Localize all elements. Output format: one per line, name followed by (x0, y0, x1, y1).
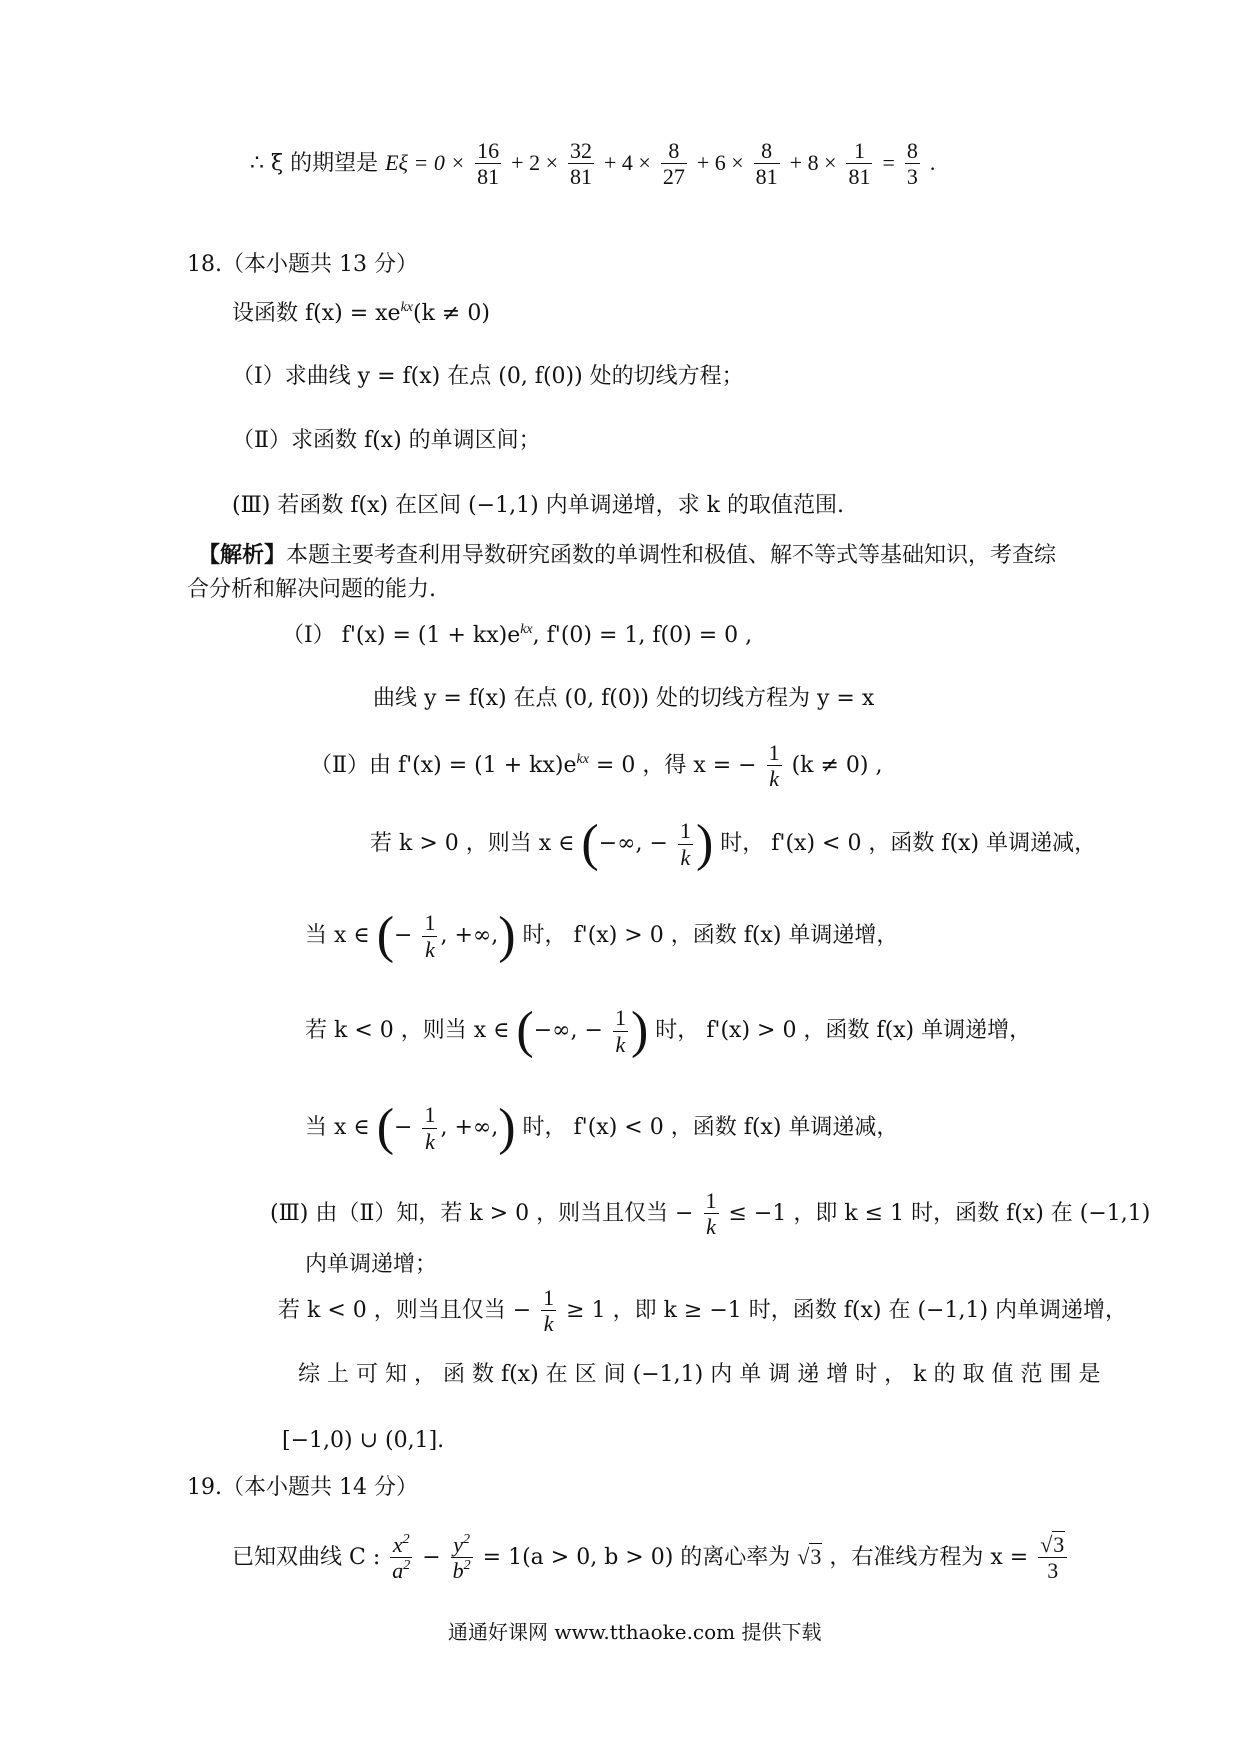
fraction: $\frac{√3}{3}$ (1038, 1532, 1067, 1584)
fraction: $\frac{1}{k}$ (424, 910, 436, 962)
page-footer: 通通好课网 www.tthaoke.com 提供下载 (448, 1620, 822, 1644)
expectation-prefix: ∴ ξ 的期望是 (250, 150, 379, 176)
q18-part-1: （Ⅰ）求曲线 y = f(x) 在点 (0, f(0)) 处的切线方程； (232, 364, 744, 389)
case-k-positive-right: 当 x ∈ (− $\frac{1}{k}$ , +∞,) 时， f'(x) > 0 ，函数 f(x) 单调递增， (305, 907, 899, 964)
sqrt-expression: √3 (797, 1543, 822, 1569)
analysis-intro-line-2: 合分析和解决问题的能力. (187, 577, 436, 602)
conclusion-range: [−1,0) ∪ (0,1]. (282, 1428, 445, 1453)
fraction: $\frac{1}{k}$ (543, 1285, 555, 1337)
fraction: $\frac{32}{81}$ (570, 138, 592, 190)
q18-part-2: （Ⅱ）求函数 f(x) 的单调区间； (232, 428, 541, 453)
fraction: $\frac{1}{k}$ (768, 740, 780, 792)
expectation-line: ∴ ξ 的期望是 Eξ = 0 × $\frac{16}{81}$ + 2 × $\frac{32}{81}$ + 4 × $\frac{8}{27}$ + 6 × $\frac{8}{81}$ + 8 × $\frac{1}{81}$ = $\frac{8}{3}$ . (250, 138, 936, 190)
q18-stem: 设函数 $f(x) = xe^{kx}(k \ne 0)$ (232, 300, 490, 326)
fraction: $\frac{1}{k}$ (679, 818, 691, 870)
fraction: $\frac{1}{k}$ (614, 1005, 626, 1057)
fraction: $\frac{1}{k}$ (705, 1188, 717, 1240)
conclusion-line: 综 上 可 知 ， 函 数 f(x) 在 区 间 (−1,1) 内 单 调 递 增 时 ， k 的 取 值 范 围 是 (298, 1362, 1101, 1387)
solution-part-1: （Ⅰ） $f'(x) = (1 + kx)e^{kx}$, f'(0) = 1, f(0) = 0 , (282, 622, 753, 648)
tangent-line-result: 曲线 y = f(x) 在点 (0, f(0)) 处的切线方程为 y = x (373, 686, 875, 711)
fraction: $\frac{1}{81}$ (848, 138, 871, 190)
fraction: $\frac{y^2}{b^2}$ (452, 1532, 471, 1584)
solution-part-2: （Ⅱ）由 $f'(x) = (1 + kx)e^{kx} = 0$ ，得 x = − $\frac{1}{k}$ (k ≠ 0) , (310, 740, 883, 792)
solution-part-3: (Ⅲ) 由（Ⅱ）知，若 k > 0 ，则当且仅当 − $\frac{1}{k}$ ≤ −1 ，即 k ≤ 1 时，函数 f(x) 在 (−1,1) (270, 1188, 1151, 1240)
case-k-negative-right: 当 x ∈ (− $\frac{1}{k}$ , +∞,) 时， f'(x) < 0 ，函数 f(x) 单调递减， (305, 1099, 899, 1156)
fraction: $\frac{8}{81}$ (755, 138, 778, 190)
fraction: $\frac{x^2}{a^2}$ (392, 1532, 411, 1584)
fraction: $\frac{1}{k}$ (424, 1102, 436, 1154)
fraction: $\frac{8}{3}$ (906, 138, 918, 190)
q19-heading: 19.（本小题共 14 分） (187, 1475, 418, 1500)
fraction: $\frac{8}{27}$ (662, 138, 685, 190)
analysis-tag: 【解析】 (198, 542, 287, 568)
q19-stem: 已知双曲线 C : $\frac{x^2}{a^2}$ − $\frac{y^2}{b^2}$ = 1(a > 0, b > 0) 的离心率为 √3 ，右准线方程为 x = $\frac{√3}{3}$ (232, 1532, 1070, 1584)
q18-heading: 18.（本小题共 13 分） (187, 252, 418, 277)
analysis-intro-line-1: 【解析】本题主要考查利用导数研究函数的单调性和极值、解不等式等基础知识，考查综 (198, 542, 1057, 568)
fraction: $\frac{16}{81}$ (477, 138, 500, 190)
case-k-positive-left: 若 k > 0 ，则当 x ∈ (−∞, − $\frac{1}{k}$ ) 时， f'(x) < 0 ，函数 f(x) 单调递减， (370, 815, 1097, 872)
case-k-negative-left: 若 k < 0 ，则当 x ∈ (−∞, − $\frac{1}{k}$ ) 时， f'(x) > 0 ，函数 f(x) 单调递增， (305, 1002, 1032, 1059)
case-k-negative-condition: 若 k < 0 ，则当且仅当 − $\frac{1}{k}$ ≥ 1 ，即 k ≥ −1 时，函数 f(x) 在 (−1,1) 内单调递增， (278, 1285, 1128, 1337)
solution-part-3-cont: 内单调递增； (305, 1252, 438, 1277)
q18-part-3: (Ⅲ) 若函数 f(x) 在区间 (−1,1) 内单调递增，求 k 的取值范围. (232, 493, 844, 518)
